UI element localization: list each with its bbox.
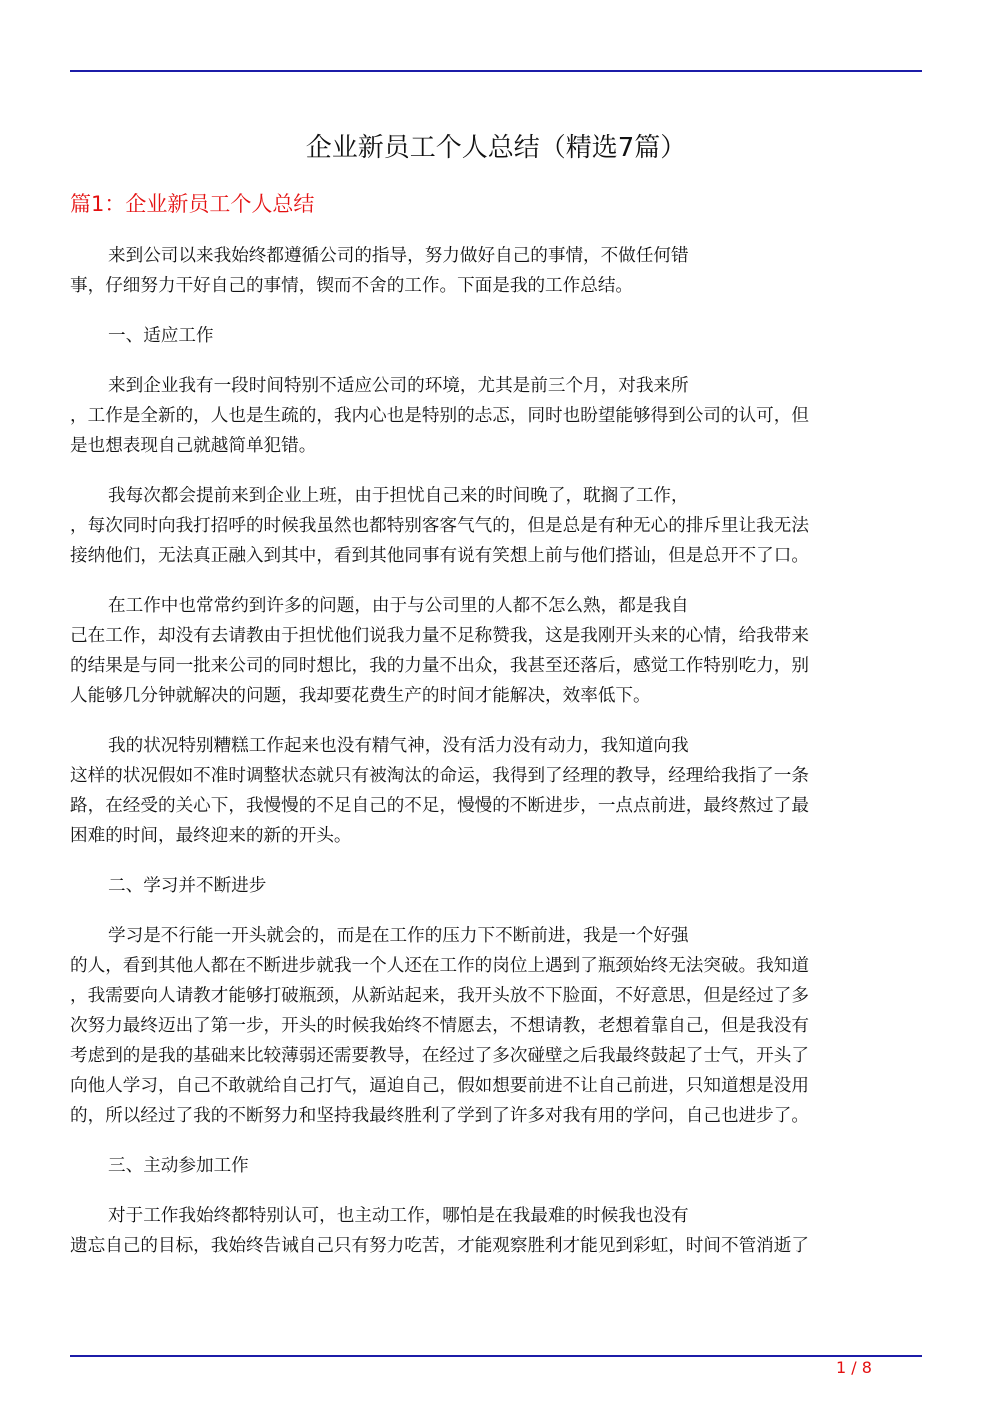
text-line: 来到企业我有一段时间特别不适应公司的环境，尤其是前三个月，对我来所 — [108, 376, 689, 396]
text-line: ，工作是全新的，人也是生疏的，我内心也是特别的忐忑，同时也盼望能够得到公司的认可，但 — [70, 406, 809, 426]
text-line: 次努力最终迈出了第一步，开头的时候我始终不情愿去，不想请教，老想着靠自己，但是我没有 — [70, 1016, 809, 1036]
page-number: 1 / 8 — [836, 1358, 872, 1377]
text-line: 路，在经受的关心下，我慢慢的不足自己的不足，慢慢的不断进步，一点点前进，最终熬过了最 — [70, 796, 809, 816]
text-line: 我的状况特别糟糕工作起来也没有精气神，没有活力没有动力，我知道向我 — [108, 736, 689, 756]
text-line: 对于工作我始终都特别认可，也主动工作，哪怕是在我最难的时候我也没有 — [108, 1206, 689, 1226]
paragraph — [70, 241, 920, 301]
text-line: 己在工作，却没有去请教由于担忧他们说我力量不足称赞我，这是我刚开头来的心情，给我带来 — [70, 626, 809, 646]
text-line: 的结果是与同一批来公司的同时想比，我的力量不出众，我甚至还落后，感觉工作特别吃力，别 — [70, 656, 809, 676]
paragraph — [70, 731, 920, 851]
text-line: 学习是不行能一开头就会的，而是在工作的压力下不断前进，我是一个好强 — [108, 926, 689, 946]
document-title: 企业新员工个人总结（精选7篇） — [305, 133, 687, 163]
paragraph — [70, 481, 920, 571]
subsection-heading — [70, 1151, 920, 1181]
text-line: 向他人学习，自己不敢就给自己打气，逼迫自己，假如想要前进不让自己前进，只知道想是没用 — [70, 1076, 809, 1096]
text-line: 困难的时间，最终迎来的新的开头。 — [70, 826, 352, 846]
text-line: 考虑到的是我的基础来比较薄弱还需要教导，在经过了多次碰壁之后我最终鼓起了士气，开头了 — [70, 1046, 809, 1066]
text-line: 的，所以经过了我的不断努力和坚持我最终胜利了学到了许多对我有用的学问，自己也进步了。 — [70, 1106, 809, 1126]
paragraph — [70, 921, 920, 1131]
text-line: 我每次都会提前来到企业上班，由于担忧自己来的时间晚了，耽搁了工作， — [108, 486, 689, 506]
text-line: 在工作中也常常约到许多的问题，由于与公司里的人都不怎么熟，都是我自 — [108, 596, 689, 616]
paragraph — [70, 591, 920, 711]
text-line: 事，仔细努力干好自己的事情，锲而不舍的工作。下面是我的工作总结。 — [70, 276, 634, 296]
text-line: 遗忘自己的目标，我始终告诫自己只有努力吃苦，才能观察胜利才能见到彩虹，时间不管消逝了 — [70, 1236, 809, 1256]
text-line: 是也想表现自己就越简单犯错。 — [70, 436, 317, 456]
text-line: 一、适应工作 — [108, 326, 214, 346]
footer-rule — [70, 1355, 922, 1357]
header-rule — [70, 70, 922, 72]
text-line: 二、学习并不断进步 — [108, 876, 267, 896]
section-heading: 篇1：企业新员工个人总结 — [70, 192, 315, 216]
paragraph — [70, 1201, 920, 1261]
text-line: 接纳他们，无法真正融入到其中，看到其他同事有说有笑想上前与他们搭讪，但是总开不了口。 — [70, 546, 809, 566]
subsection-heading — [70, 321, 920, 351]
text-line: ，我需要向人请教才能够打破瓶颈，从新站起来，我开头放不下脸面，不好意思，但是经过了多 — [70, 986, 809, 1006]
text-line: ，每次同时向我打招呼的时候我虽然也都特别客客气气的，但是总是有种无心的排斥里让我无法 — [70, 516, 809, 536]
text-line: 三、主动参加工作 — [108, 1156, 249, 1176]
text-line: 来到公司以来我始终都遵循公司的指导，努力做好自己的事情，不做任何错 — [108, 246, 689, 266]
document-body — [70, 241, 920, 1281]
subsection-heading — [70, 871, 920, 901]
text-line: 这样的状况假如不准时调整状态就只有被淘汰的命运，我得到了经理的教导，经理给我指了一条 — [70, 766, 809, 786]
paragraph — [70, 371, 920, 461]
text-line: 的人，看到其他人都在不断进步就我一个人还在工作的岗位上遇到了瓶颈始终无法突破。我知道 — [70, 956, 809, 976]
text-line: 人能够几分钟就解决的问题，我却要花费生产的时间才能解决，效率低下。 — [70, 686, 651, 706]
